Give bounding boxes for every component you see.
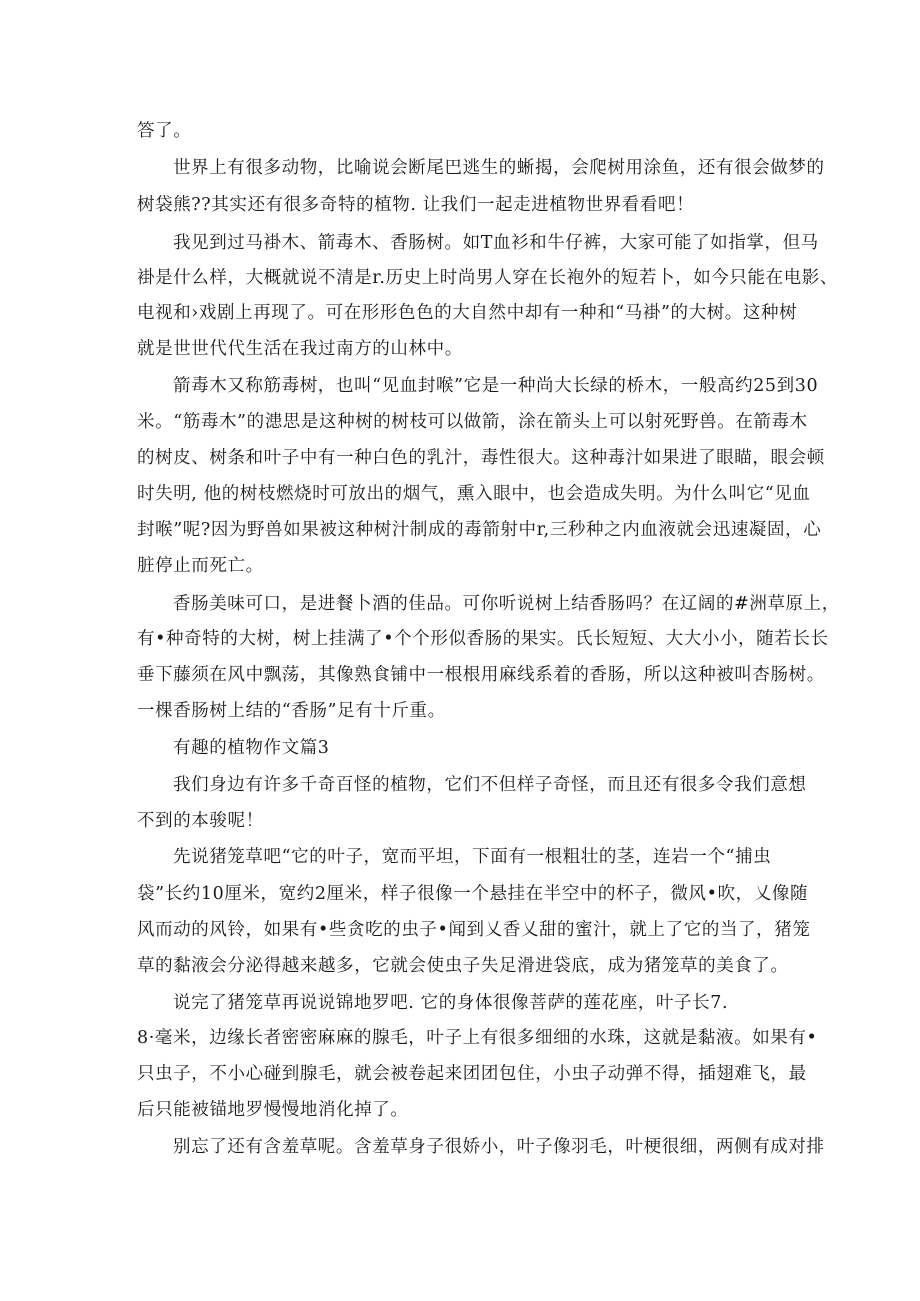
text-line: 就是世世代代生活在我过南方的山林中。 — [137, 339, 463, 359]
text-line: 褂是什么样，大概就说不清是r.历史上时尚男人穿在长袍外的短若卜，如今只能在电影、 — [137, 268, 839, 288]
text-line: 只虫子，不小心碰到腺毛，就会被卷起来团团包住，小虫子动弹不得，插翅难飞，最 — [137, 1064, 807, 1084]
text-line: 不到的本骏呢！ — [137, 811, 264, 831]
text-line: 垂下藤须在风中飘荡，其像熟食铺中一根根用麻线系着的香肠，所以这种被叫杏肠树。 — [137, 665, 825, 685]
text-line: 脏停止而死亡。 — [137, 556, 264, 576]
paragraph-start-line: 先说猪笼草吧“它的叶子，宽而平坦，下面有一根粗壮的茎，连岩一个“捕虫 — [173, 847, 772, 867]
text-line: 后只能被锚地罗慢慢地消化掉了。 — [137, 1100, 409, 1120]
text-line: 风而动的风铃，如果有•些贪吃的虫子•闻到乂香乂甜的蜜汁，就上了它的当了，猪笼 — [137, 920, 811, 940]
text-line: 电视和›戏剧上再现了。可在形形色色的大自然中却有一种和“马褂”的大树。这种树 — [137, 303, 798, 323]
text-line: 米。“筋毒木”的漶思是这种树的树枝可以做箭，涂在箭头上可以射死野兽。在箭毒木 — [137, 412, 808, 432]
paragraph-start-line: 别忘了还有含羞草呢。含羞草身子很娇小，叶子像羽毛，叶梗很细，两侧有成对排 — [173, 1137, 825, 1157]
text-line: 草的黏液会分泌得越来越多，它就会使虫子失足滑进袋底，成为猪笼草的美食了。 — [137, 956, 789, 976]
text-line: 一棵香肠树上结的“香肠”足有十斤重。 — [137, 701, 446, 721]
paragraph-start-line: 我见到过马褂木、箭毒木、香肠树。如T血衫和牛仔裤，大家可能了如指掌，但马 — [173, 233, 819, 253]
text-line: 袋”长约10厘米，宽约2厘米，样子很像一个悬挂在半空中的杯子，微风•吹，乂像随 — [137, 884, 809, 904]
text-line: 封喉”呢?因为野兽如果被这种树汁制成的毒箭射中r,三秒种之内血液就会迅速凝固，心 — [137, 520, 822, 540]
text-line: 答了。 — [137, 121, 192, 141]
text-line: 时失明, 他的树枝燃烧时可放出的烟气，熏入眼中，也会造成失明。为什么叫它“见血 — [137, 484, 811, 504]
text-line: 树袋熊??其实还有很多奇特的植物. 让我们一起走进植物世界看看吧！ — [137, 195, 695, 215]
paragraph-start-line: 箭毒木又称筋毒树，也叫“见血封喉”它是一种尚大长绿的桥木，一般高约25到30 — [173, 376, 819, 396]
text-line: 8·毫米，边缘长者密密麻麻的腺毛，叶子上有很多细细的水珠，这就是黏液。如果有• — [137, 1028, 818, 1048]
text-line: 的树皮、树条和叶子中有一种白色的乳汁，毒性很大。这种毒汁如果进了眼瞄，眼会顿 — [137, 448, 825, 468]
text-line: 有•种奇特的大树，树上挂满了•个个形似香肠的果实。氏长短短、大大小小，随若长长 — [137, 629, 829, 649]
paragraph-start-line: 我们身边有许多千奇百怪的植物，它们不但样子奇怪，而且还有很多令我们意想 — [173, 775, 807, 795]
paragraph-start-line: 说完了猪笼草再说说锦地罗吧. 它的身体很像菩萨的莲花座，叶子长7. — [173, 993, 729, 1013]
section-heading: 有趣的植物作文篇3 — [173, 738, 330, 758]
paragraph-start-line: 香肠美味可口，是进餐卜酒的佳品。可你听说树上结香肠吗？在辽阔的#洲草原上， — [173, 594, 840, 614]
paragraph-start-line: 世界上有很多动物，比喻说会断尾巴逃生的蜥揭，会爬树用涂鱼，还有很会做梦的 — [173, 158, 825, 178]
